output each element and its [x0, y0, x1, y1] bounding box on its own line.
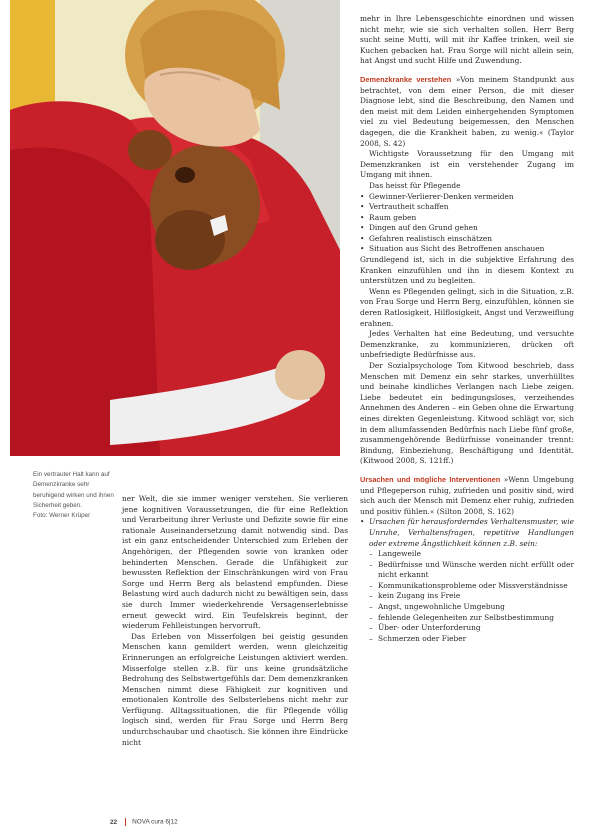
footer-divider: [125, 818, 126, 826]
child-hugging-adult-with-teddy-bear-icon: [10, 0, 340, 456]
list-item: • Gefahren realistisch einschätzen: [360, 234, 574, 245]
list-item: – Schmerzen oder Fieber: [369, 634, 574, 645]
list-item: • Dingen auf den Grund gehen: [360, 223, 574, 234]
section-ursachen: [360, 475, 574, 517]
photo-caption: [33, 470, 115, 521]
paragraph: Jedes Verhalten hat eine Bedeutung, und versuchte Demenzkranke, zu kommunizieren, drücken oft unbefriedigte Bedürfnisse aus.: [360, 329, 574, 360]
list-item: – Über- oder Unterforderung: [369, 623, 574, 634]
bullet-list: [360, 192, 574, 256]
section-text: »Wenn Umgebung und Pflegeperson ruhig, zufrieden und positiv sind, wird sich auch der Mensch mit Demenz eher ruhig, zufrieden und positiv fühlen.« (Silton 2008, S. 162): [360, 474, 575, 516]
left-text-column: [122, 494, 348, 748]
section-heading: Ursachen und mögliche Interventionen: [360, 474, 501, 484]
list-intro: Das heisst für Pflegende: [369, 180, 461, 190]
list-item: • Situation aus Sicht des Betroffenen anschauen: [360, 244, 574, 255]
sub-bullet-list: [360, 517, 574, 549]
article-photo: [10, 0, 340, 456]
page-footer: [110, 818, 178, 826]
paragraph: ner Welt, die sie immer weniger verstehen. Sie verlieren jene kognitiven Voraussetzungen, die für eine Reflektion und Verarbeitung ihrer Verluste und Defizite sowie für eine rationale Auseinandersetzung damit notwendig sind. Das ist ein ganz entscheidender Unterschied zum Erleben der Angehörigen, der Pflegenden sowie von kranken oder behinderten Menschen. Gerade die Unfähigkeit zur bewussten Reflektion der Einschränkungen wird von Frau Sorge und Herrn Berg als belastend empfunden. Diese Belastung wird auch dadurch nicht zu bewältigen sein, dass sie durch Immer wiederkehrende Versagenserlebnisse erneut geweckt wird. Ein Teufelskreis beginnt, der wiederum Fehlleistungen hervorruft.: [122, 494, 348, 631]
caption-credit: Foto: Werner Krüper: [33, 512, 91, 520]
paragraph: Das Erleben von Misserfolgen bei geistig gesunden Menschen kann gemildert werden, wenn gleichzeitig Erinnerungen an erfolgreiche Leistungen aktiviert werden. Misserfolge stellen z.B. für uns keine grundsätzliche Bedrohung des Selbstwertgefühls dar. Dem demenzkranken Menschen nimmt diese Fähigkeit zur kognitiven und emotionalen Kontrolle des Selbsterlebens nicht mehr zur Verfügung. Alltagssituationen, die für Pflegende völlig logisch sind, werden für Frau Sorge und Herrn Berg undurchschaubar und chaotisch. Sie können ihre Eindrücke nicht: [122, 631, 348, 747]
list-item: – kein Zugang ins Freie: [369, 591, 574, 602]
list-item: – Bedürfnisse und Wünsche werden nicht erfüllt oder nicht erkannt: [369, 560, 574, 581]
list-item: – Angst, ungewohnliche Umgebung: [369, 602, 574, 613]
list-item: • Raum geben: [360, 213, 574, 224]
page-number: 22: [110, 818, 118, 826]
paragraph: Grundlegend ist, sich in die subjektive Erfahrung des Kranken einzufühlen und ihn in diesem Kontext zu unterstützen und zu begleiten.: [360, 255, 574, 286]
section-demenzkranke-verstehen: [360, 75, 574, 149]
right-text-column: [360, 14, 574, 644]
list-item: • Ursachen für herausforderndes Verhaltensmuster, wie Unruhe, Verhaltensfragen, repetitive Handlungen oder extreme Ängstlichkeit können z.B. sein:: [360, 517, 574, 549]
paragraph: Wenn es Pflegenden gelingt, sich in die Situation, z.B. von Frau Sorge und Herrn Berg, einzufühlen, können sie deren Ratlosigkeit, Hilflosigkeit, Angst und Verzweiflung erahnen.: [360, 286, 574, 328]
list-item: • Gewinner-Verlierer-Denken vermeiden: [360, 192, 574, 203]
section-text: »Von meinem Standpunkt aus betrachtet, von dem einer Person, die mit dieser Diagnose lebt, sind die Beschreibung, den Namen und den meist mit dem Leiden einhergehenden Symptomen viel zu viel Bedeutung beigemessen, den Menschen dagegen, die die Krankheit haben, zu wenig.« (Taylor 2008, S. 42): [360, 74, 574, 148]
section-heading: Demenzkranke verstehen: [360, 74, 452, 84]
dash-list: [369, 549, 574, 644]
journal-name: NOVA cura 6|12: [132, 818, 178, 826]
list-item: – Kommunikationsprobleme oder Missverständnisse: [369, 581, 574, 592]
list-item: – Langeweile: [369, 549, 574, 560]
paragraph: mehr in Ihre Lebensgeschichte einordnen und wissen nicht mehr, wie sie sich verhalten sollen. Herr Berg sucht seine Mutti, will mit ihr Kaffee trinken, weil sie Kuchen gebacken hat. Frau Sorge will nicht allein sein, hat Angst und sucht Hilfe und Zuwendung.: [360, 14, 574, 66]
list-item: – fehlende Gelegenheiten zur Selbstbestimmung: [369, 613, 574, 624]
caption-text: Ein vertrauter Halt kann auf Demenzkranke sehr beruhigend wirken und ihnen Sicherheit geben.: [33, 471, 114, 509]
list-item: • Vertrautheit schaffen: [360, 202, 574, 213]
paragraph: Der Sozialpsychologe Tom Kitwood beschrieb, dass Menschen mit Demenz ein sehr starkes, unverhülltes und beinahe kindliches Verlangen nach Liebe zeigen. Liebe bedeutet ein bedingungsloses, verzeihendes Annehmen des Anderen – ein Geben ohne die Erwartung eines direkten Gegenleistung. Kitwood schlägt vor, sich in dem allumfassenden Bedürfnis nach Liebe fünf große, zusammengehörende Bedürfnisse voneinander trennt: Bindung, Einbeziehung, Beschäftigung und Identität. (Kitwood 2008, S. 121ff.): [360, 361, 574, 466]
paragraph: Wichtigste Voraussetzung für den Umgang mit Demenzkranken ist ein verstehender Zugang im Umgang mit ihnen.: [360, 149, 574, 180]
